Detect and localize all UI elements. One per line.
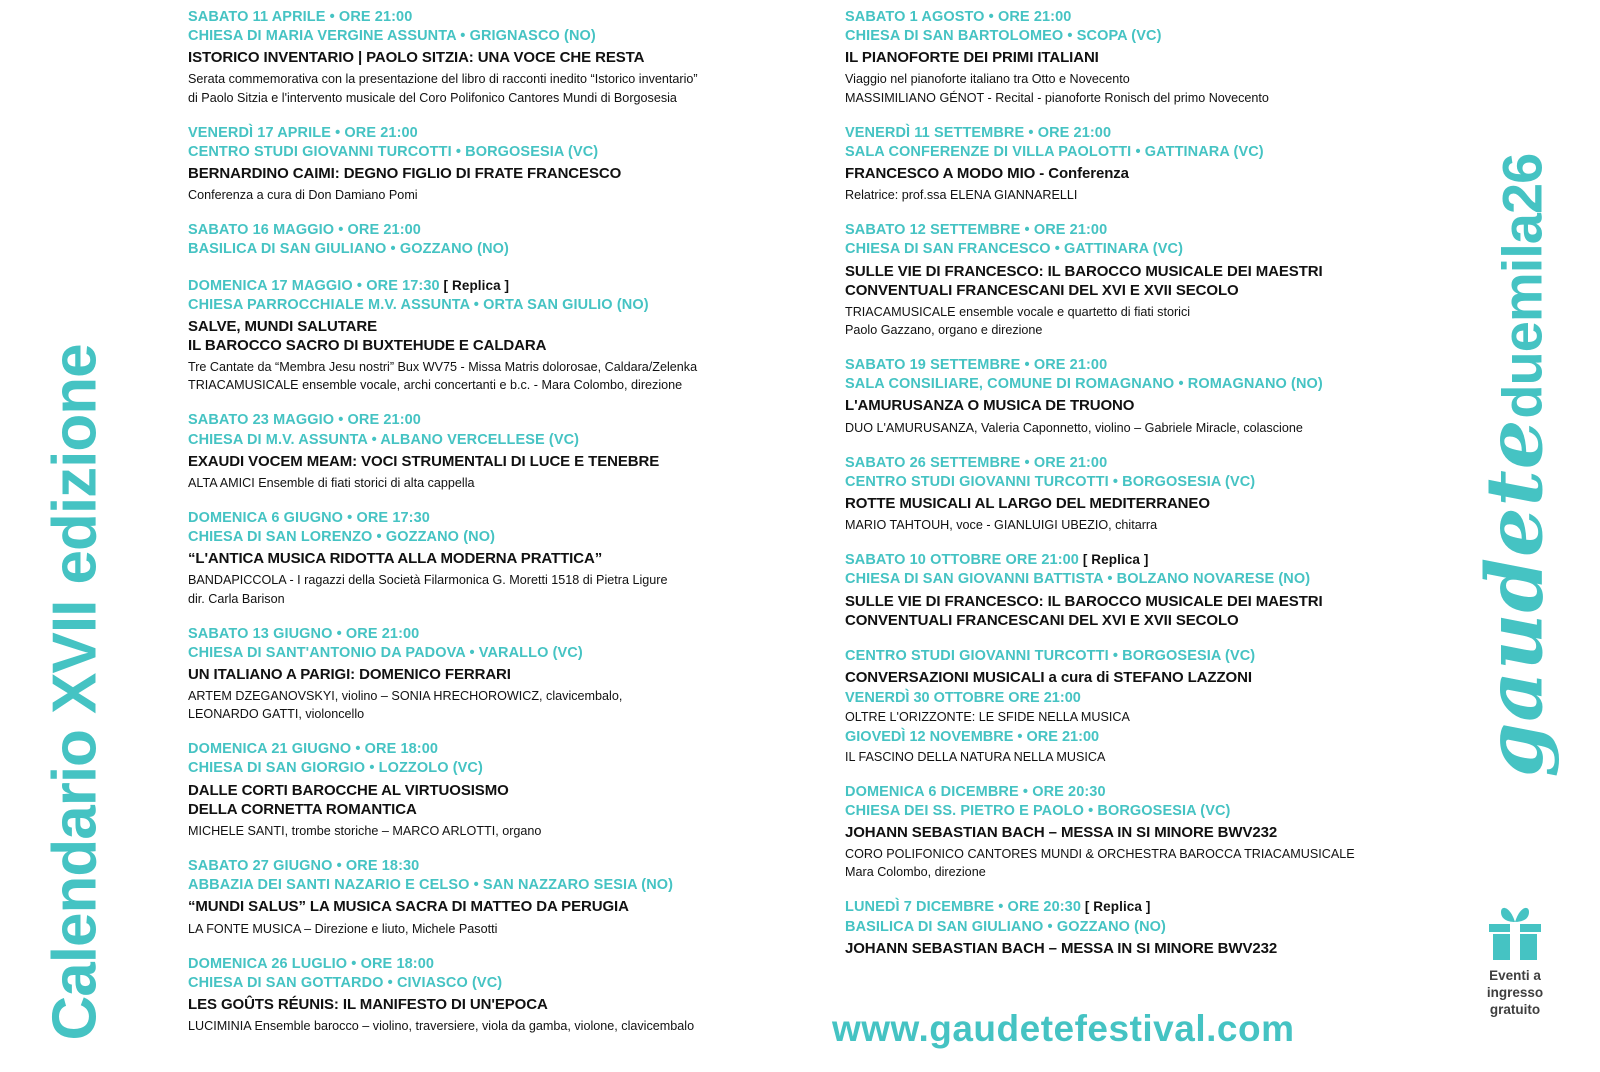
gift-icon [1483,900,1547,962]
event-venue: BASILICA DI SAN GIULIANO • GOZZANO (NO) [845,918,1166,935]
event-venue: BASILICA DI SAN GIULIANO • GOZZANO (NO) [188,241,509,258]
event-title: JOHANN SEBASTIAN BACH – MESSA IN SI MINORE BWV232 [845,939,1278,957]
event-title: ROTTE MUSICALI AL LARGO DEL MEDITERRANEO [845,494,1210,512]
event-datetime: SABATO 19 SETTEMBRE • ORE 21:00 [845,357,1108,374]
event-datetime: SABATO 23 MAGGIO • ORE 21:00 [188,412,421,429]
event-venue: CHIESA DEI SS. PIETRO E PAOLO • BORGOSESIA (VC) [845,802,1231,819]
event-title-line2: CONVENTUALI FRANCESCANI DEL XVI E XVII SECOLO [845,281,1239,299]
event-detail-line: CORO POLIFONICO CANTORES MUNDI & ORCHESTRA BAROCCA TRIACAMUSICALE [845,847,1355,862]
festival-logo [1440,0,1600,900]
free-entry-note [1460,900,1570,1019]
event-detail-line: Tre Cantate da “Membra Jesu nostri” Bux WV75 - Missa Matris dolorosae, Caldara/Zelenka [188,360,698,375]
event-detail-line: ARTEM DZEGANOVSKYI, violino – SONIA HRECHOROWICZ, clavicembalo, [188,689,623,704]
replica-badge: [ Replica ] [1081,899,1151,915]
event-datetime: VENERDÌ 11 SETTEMBRE • ORE 21:00 [845,124,1112,141]
event-venue: CHIESA DI SAN FRANCESCO • GATTINARA (VC) [845,241,1184,258]
free-entry-line-1: Eventi a [1489,968,1541,983]
event-detail-line: Paolo Gazzano, organo e direzione [845,323,1043,337]
event-datetime: SABATO 1 AGOSTO • ORE 21:00 [845,9,1072,25]
event-datetime: DOMENICA 26 LUGLIO • ORE 18:00 [188,955,435,972]
event-venue: CHIESA PARROCCHIALE M.V. ASSUNTA • ORTA SAN GIULIO (NO) [188,296,649,313]
event-title-line2: IL BAROCCO SACRO DI BUXTEHUDE E CALDARA [188,336,547,354]
event-title: EXAUDI VOCEM MEAM: VOCI STRUMENTALI DI LUCE E TENEBRE [188,452,660,470]
website-link[interactable]: www.gaudetefestival.com [832,1008,1295,1049]
event-detail-line: ALTA AMICI Ensemble di fiati storici di alta cappella [188,475,475,490]
event-venue: SALA CONSILIARE, COMUNE DI ROMAGNANO • ROMAGNANO (NO) [845,376,1323,393]
event-entry [188,625,798,724]
event-venue: ABBAZIA DEI SANTI NAZARIO E CELSO • SAN NAZZARO SESIA (NO) [188,877,674,894]
event-title: SALVE, MUNDI SALUTARE [188,317,378,335]
event-entry [845,898,1445,957]
event-venue: CHIESA DI SAN GOTTARDO • CIVIASCO (VC) [188,974,503,991]
event-detail-line: LUCIMINIA Ensemble barocco – violino, traversiere, viola da gamba, violone, clavicembalo [188,1019,695,1034]
event-title: UN ITALIANO A PARIGI: DOMENICO FERRARI [188,665,511,683]
event-datetime: SABATO 16 MAGGIO • ORE 21:00 [188,222,421,239]
vertical-title [0,0,120,1072]
event-detail-line: TRIACAMUSICALE ensemble vocale e quartetto di fiati storici [845,304,1191,319]
event-entry [188,124,798,205]
event-entry [188,857,798,938]
event-title: CONVERSAZIONI MUSICALI a cura di STEFANO LAZZONI [845,669,1252,686]
event-title: SULLE VIE DI FRANCESCO: IL BAROCCO MUSICALE DEI MAESTRI [845,592,1323,610]
event-detail-line: DUO L'AMURUSANZA, Valeria Caponnetto, violino – Gabriele Miracle, colascione [845,420,1303,435]
event-venue: CENTRO STUDI GIOVANNI TURCOTTI • BORGOSESIA (VC) [188,143,599,160]
event-sub-title: OLTRE L'ORIZZONTE: LE SFIDE NELLA MUSICA [845,710,1130,725]
event-detail-line: BANDAPICCOLA - I ragazzi della Società Filarmonica G. Moretti 1518 di Pietra Ligure [188,573,668,588]
event-sub-datetime: VENERDÌ 30 OTTOBRE ORE 21:00 [845,690,1081,707]
event-datetime: DOMENICA 6 GIUGNO • ORE 17:30 [188,509,430,526]
event-entry [845,551,1445,630]
event-entry [845,221,1445,339]
event-detail-line: Conferenza a cura di Don Damiano Pomi [188,188,418,203]
event-entry [845,783,1445,882]
event-venue: CHIESA DI SAN GIOVANNI BATTISTA • BOLZANO NOVARESE (NO) [845,571,1311,588]
event-title: BERNARDINO CAIMI: DEGNO FIGLIO DI FRATE FRANCESCO [188,164,622,182]
event-detail-line: Mara Colombo, direzione [845,865,986,880]
event-venue: CHIESA DI MARIA VERGINE ASSUNTA • GRIGNASCO (NO) [188,28,596,45]
event-entry [188,8,798,107]
event-sub-datetime: GIOVEDÌ 12 NOVEMBRE • ORE 21:00 [845,729,1100,746]
event-datetime: SABATO 12 SETTEMBRE • ORE 21:00 [845,222,1108,239]
event-venue: CHIESA DI M.V. ASSUNTA • ALBANO VERCELLESE (VC) [188,431,580,448]
event-detail-line: dir. Carla Barison [188,591,285,606]
event-title: JOHANN SEBASTIAN BACH – MESSA IN SI MINORE BWV232 [845,823,1278,841]
event-venue: CENTRO STUDI GIOVANNI TURCOTTI • BORGOSESIA (VC) [845,647,1256,664]
event-detail-line: MARIO TAHTOUH, voce - GIANLUIGI UBEZIO, chitarra [845,518,1158,533]
event-title: FRANCESCO A MODO MIO - Conferenza [845,164,1129,182]
logo-wordmark: gaudete [1469,418,1561,778]
event-datetime: VENERDÌ 17 APRILE • ORE 21:00 [188,124,418,141]
event-title: SULLE VIE DI FRANCESCO: IL BAROCCO MUSICALE DEI MAESTRI [845,262,1323,280]
event-title-line2: CONVENTUALI FRANCESCANI DEL XVI E XVII SECOLO [845,611,1239,629]
event-detail-line: LEONARDO GATTI, violoncello [188,707,365,722]
replica-badge: [ Replica ] [439,277,510,293]
event-detail-line: Relatrice: prof.ssa ELENA GIANNARELLI [845,188,1078,203]
event-detail-line: di Paolo Sitzia e l'intervento musicale del Coro Polifonico Cantores Mundi di Borgosesia [188,90,677,105]
free-entry-line-3: gratuito [1489,1001,1541,1017]
event-entry [188,221,798,259]
event-title: “MUNDI SALUS” LA MUSICA SACRA DI MATTEO DA PERUGIA [188,898,629,916]
event-entry [188,509,798,608]
replica-badge: [ Replica ] [1078,552,1149,568]
event-venue: CHIESA DI SAN BARTOLOMEO • SCOPA (VC) [845,28,1162,45]
event-title: LES GOÛTS RÉUNIS: IL MANIFESTO DI UN'EPOCA [188,995,548,1013]
event-entry [188,277,798,395]
event-entry [188,411,798,492]
event-entry [188,740,798,840]
event-entry [845,454,1445,535]
free-entry-line-2: ingresso [1486,984,1544,1000]
event-title: “L'ANTICA MUSICA RIDOTTA ALLA MODERNA PRATTICA” [188,550,603,568]
event-title: DALLE CORTI BAROCCHE AL VIRTUOSISMO [188,781,509,799]
event-detail-line: LA FONTE MUSICA – Direzione e liuto, Michele Pasotti [188,921,498,936]
event-detail-line: MICHELE SANTI, trombe storiche – MARCO ARLOTTI, organo [188,823,542,838]
event-detail-line: Viaggio nel pianoforte italiano tra Otto e Novecento [845,72,1130,87]
event-datetime: LUNEDÌ 7 DICEMBRE • ORE 20:30 [ Replica ] [845,899,1151,916]
event-entry [845,124,1445,205]
event-title: ISTORICO INVENTARIO | PAOLO SITZIA: UNA VOCE CHE RESTA [188,49,645,67]
event-entry [188,955,798,1036]
event-venue: CHIESA DI SAN LORENZO • GOZZANO (NO) [188,529,495,546]
event-detail-line: TRIACAMUSICALE ensemble vocale, archi concertanti e b.c. - Mara Colombo, direzione [188,378,683,393]
event-sub-title: IL FASCINO DELLA NATURA NELLA MUSICA [845,749,1106,764]
event-title-line2: DELLA CORNETTA ROMANTICA [188,800,417,818]
event-venue: CENTRO STUDI GIOVANNI TURCOTTI • BORGOSESIA (VC) [845,473,1256,490]
event-venue: SALA CONFERENZE DI VILLA PAOLOTTI • GATTINARA (VC) [845,143,1264,160]
event-entry [845,647,1445,766]
events-column-left [188,8,798,1052]
logo-year: duemila26 [1490,153,1554,419]
event-title: IL PIANOFORTE DEI PRIMI ITALIANI [845,49,1099,67]
event-datetime: DOMENICA 17 MAGGIO • ORE 17:30 [ Replica ] [188,277,510,294]
event-venue: CHIESA DI SAN GIORGIO • LOZZOLO (VC) [188,760,483,777]
event-title: L'AMURUSANZA O MUSICA DE TRUONO [845,397,1135,415]
vertical-title-text: Calendario XVII edizione [40,344,110,1041]
event-datetime: SABATO 27 GIUGNO • ORE 18:30 [188,858,420,875]
event-detail-line: MASSIMILIANO GÉNOT - Recital - pianoforte Ronisch del primo Novecento [845,90,1269,105]
event-datetime: DOMENICA 6 DICEMBRE • ORE 20:30 [845,783,1106,800]
event-venue: CHIESA DI SANT'ANTONIO DA PADOVA • VARALLO (VC) [188,644,583,661]
event-entry [845,8,1445,107]
event-detail-line: Serata commemorativa con la presentazione del libro di racconti inedito “Istorico inventario” [188,72,698,87]
event-entry [845,356,1445,437]
event-datetime: SABATO 11 APRILE • ORE 21:00 [188,9,413,25]
event-datetime: SABATO 10 OTTOBRE ORE 21:00 [ Replica ] [845,552,1149,569]
events-column-right [845,8,1445,975]
event-datetime: DOMENICA 21 GIUGNO • ORE 18:00 [188,741,439,758]
event-datetime: SABATO 13 GIUGNO • ORE 21:00 [188,625,420,642]
event-datetime: SABATO 26 SETTEMBRE • ORE 21:00 [845,454,1108,471]
